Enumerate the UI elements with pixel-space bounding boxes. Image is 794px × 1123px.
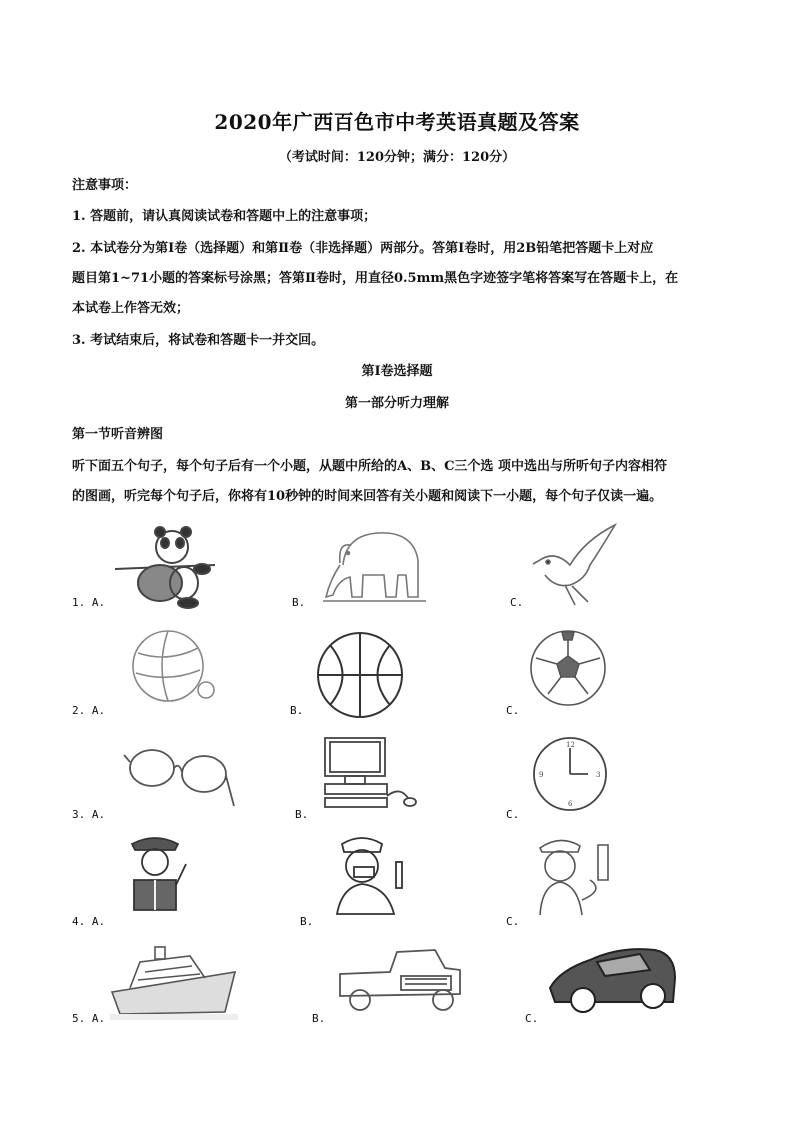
ship-icon [110, 942, 240, 1022]
note-item-1: 1. 答题前，请认真阅读试卷和答题中上的注意事项； [72, 209, 377, 224]
q4-option-b-label: B. [300, 915, 314, 928]
svg-text:3: 3 [596, 771, 601, 779]
volume-heading: 第Ⅰ卷选择题 [361, 364, 433, 379]
q1-option-b-label: B. [292, 596, 306, 609]
bird-icon [530, 520, 620, 610]
volleyball-icon [128, 628, 218, 708]
q4-option-c-label: C. [506, 915, 520, 928]
q5-option-b-label: B. [312, 1012, 326, 1025]
svg-text:9: 9 [539, 771, 544, 779]
q1-option-c-label: C. [510, 596, 524, 609]
elephant-icon [318, 525, 428, 605]
football-icon [528, 628, 608, 708]
q5-option-c-label: C. [525, 1012, 539, 1025]
basketball-icon [315, 630, 405, 720]
panda-icon [110, 525, 220, 610]
q2-option-a-label: 2. A. [72, 704, 106, 717]
computer-icon [320, 736, 420, 811]
sports-car-icon [545, 940, 680, 1015]
pickup-truck-icon [335, 946, 465, 1016]
q5-option-a-label: 5. A. [72, 1012, 106, 1025]
q2-option-c-label: C. [506, 704, 520, 717]
notes-heading: 注意事项： [72, 178, 138, 193]
part-heading: 第一部分听力理解 [344, 396, 449, 411]
q2-option-b-label: B. [290, 704, 304, 717]
clock-icon [530, 734, 610, 814]
q3-option-b-label: B. [295, 808, 309, 821]
q3-option-a-label: 3. A. [72, 808, 106, 821]
note-item-3: 3. 考试结束后，将试卷和答题卡一并交回。 [72, 333, 325, 348]
q4-option-a-label: 4. A. [72, 915, 106, 928]
svg-text:6: 6 [568, 800, 573, 808]
instruction-line-1: 听下面五个句子，每个句子后有一个小题，从题中所给的A、B、C三个选 项中选出与所听句子内容相符 [72, 459, 667, 474]
nurse-icon [332, 832, 422, 917]
note-item-2-line-2: 题目第1~71小题的答案标号涂黑；答第Ⅱ卷时，用直径0.5mm黑色字迹签字笔将答案写在答题卡上，在 [72, 271, 679, 286]
instruction-line-2: 的图画，听完每个句子后，你将有10秒钟的时间来回答有关小题和阅读下一小题，每个句子仅读一遍。 [72, 489, 663, 504]
note-item-2-line-3: 本试卷上作答无效； [72, 301, 190, 316]
q1-option-a-label: 1. A. [72, 596, 106, 609]
note-item-2-line-1: 2. 本试卷分为第Ⅰ卷（选择题）和第Ⅱ卷（非选择题）两部分。答第Ⅰ卷时，用2B铅笔把答题卡上对应 [72, 241, 654, 256]
subsection-heading: 第一节听音辨图 [72, 427, 164, 442]
worker-icon [520, 830, 620, 920]
glasses-icon [122, 740, 237, 815]
q3-option-c-label: C. [506, 808, 520, 821]
exam-time-info: （考试时间：120分钟；满分：120分） [278, 150, 516, 165]
page-title: 2020年广西百色市中考英语真题及答案 [214, 110, 580, 134]
svg-text:12: 12 [566, 741, 575, 749]
policeman-icon [120, 830, 190, 918]
